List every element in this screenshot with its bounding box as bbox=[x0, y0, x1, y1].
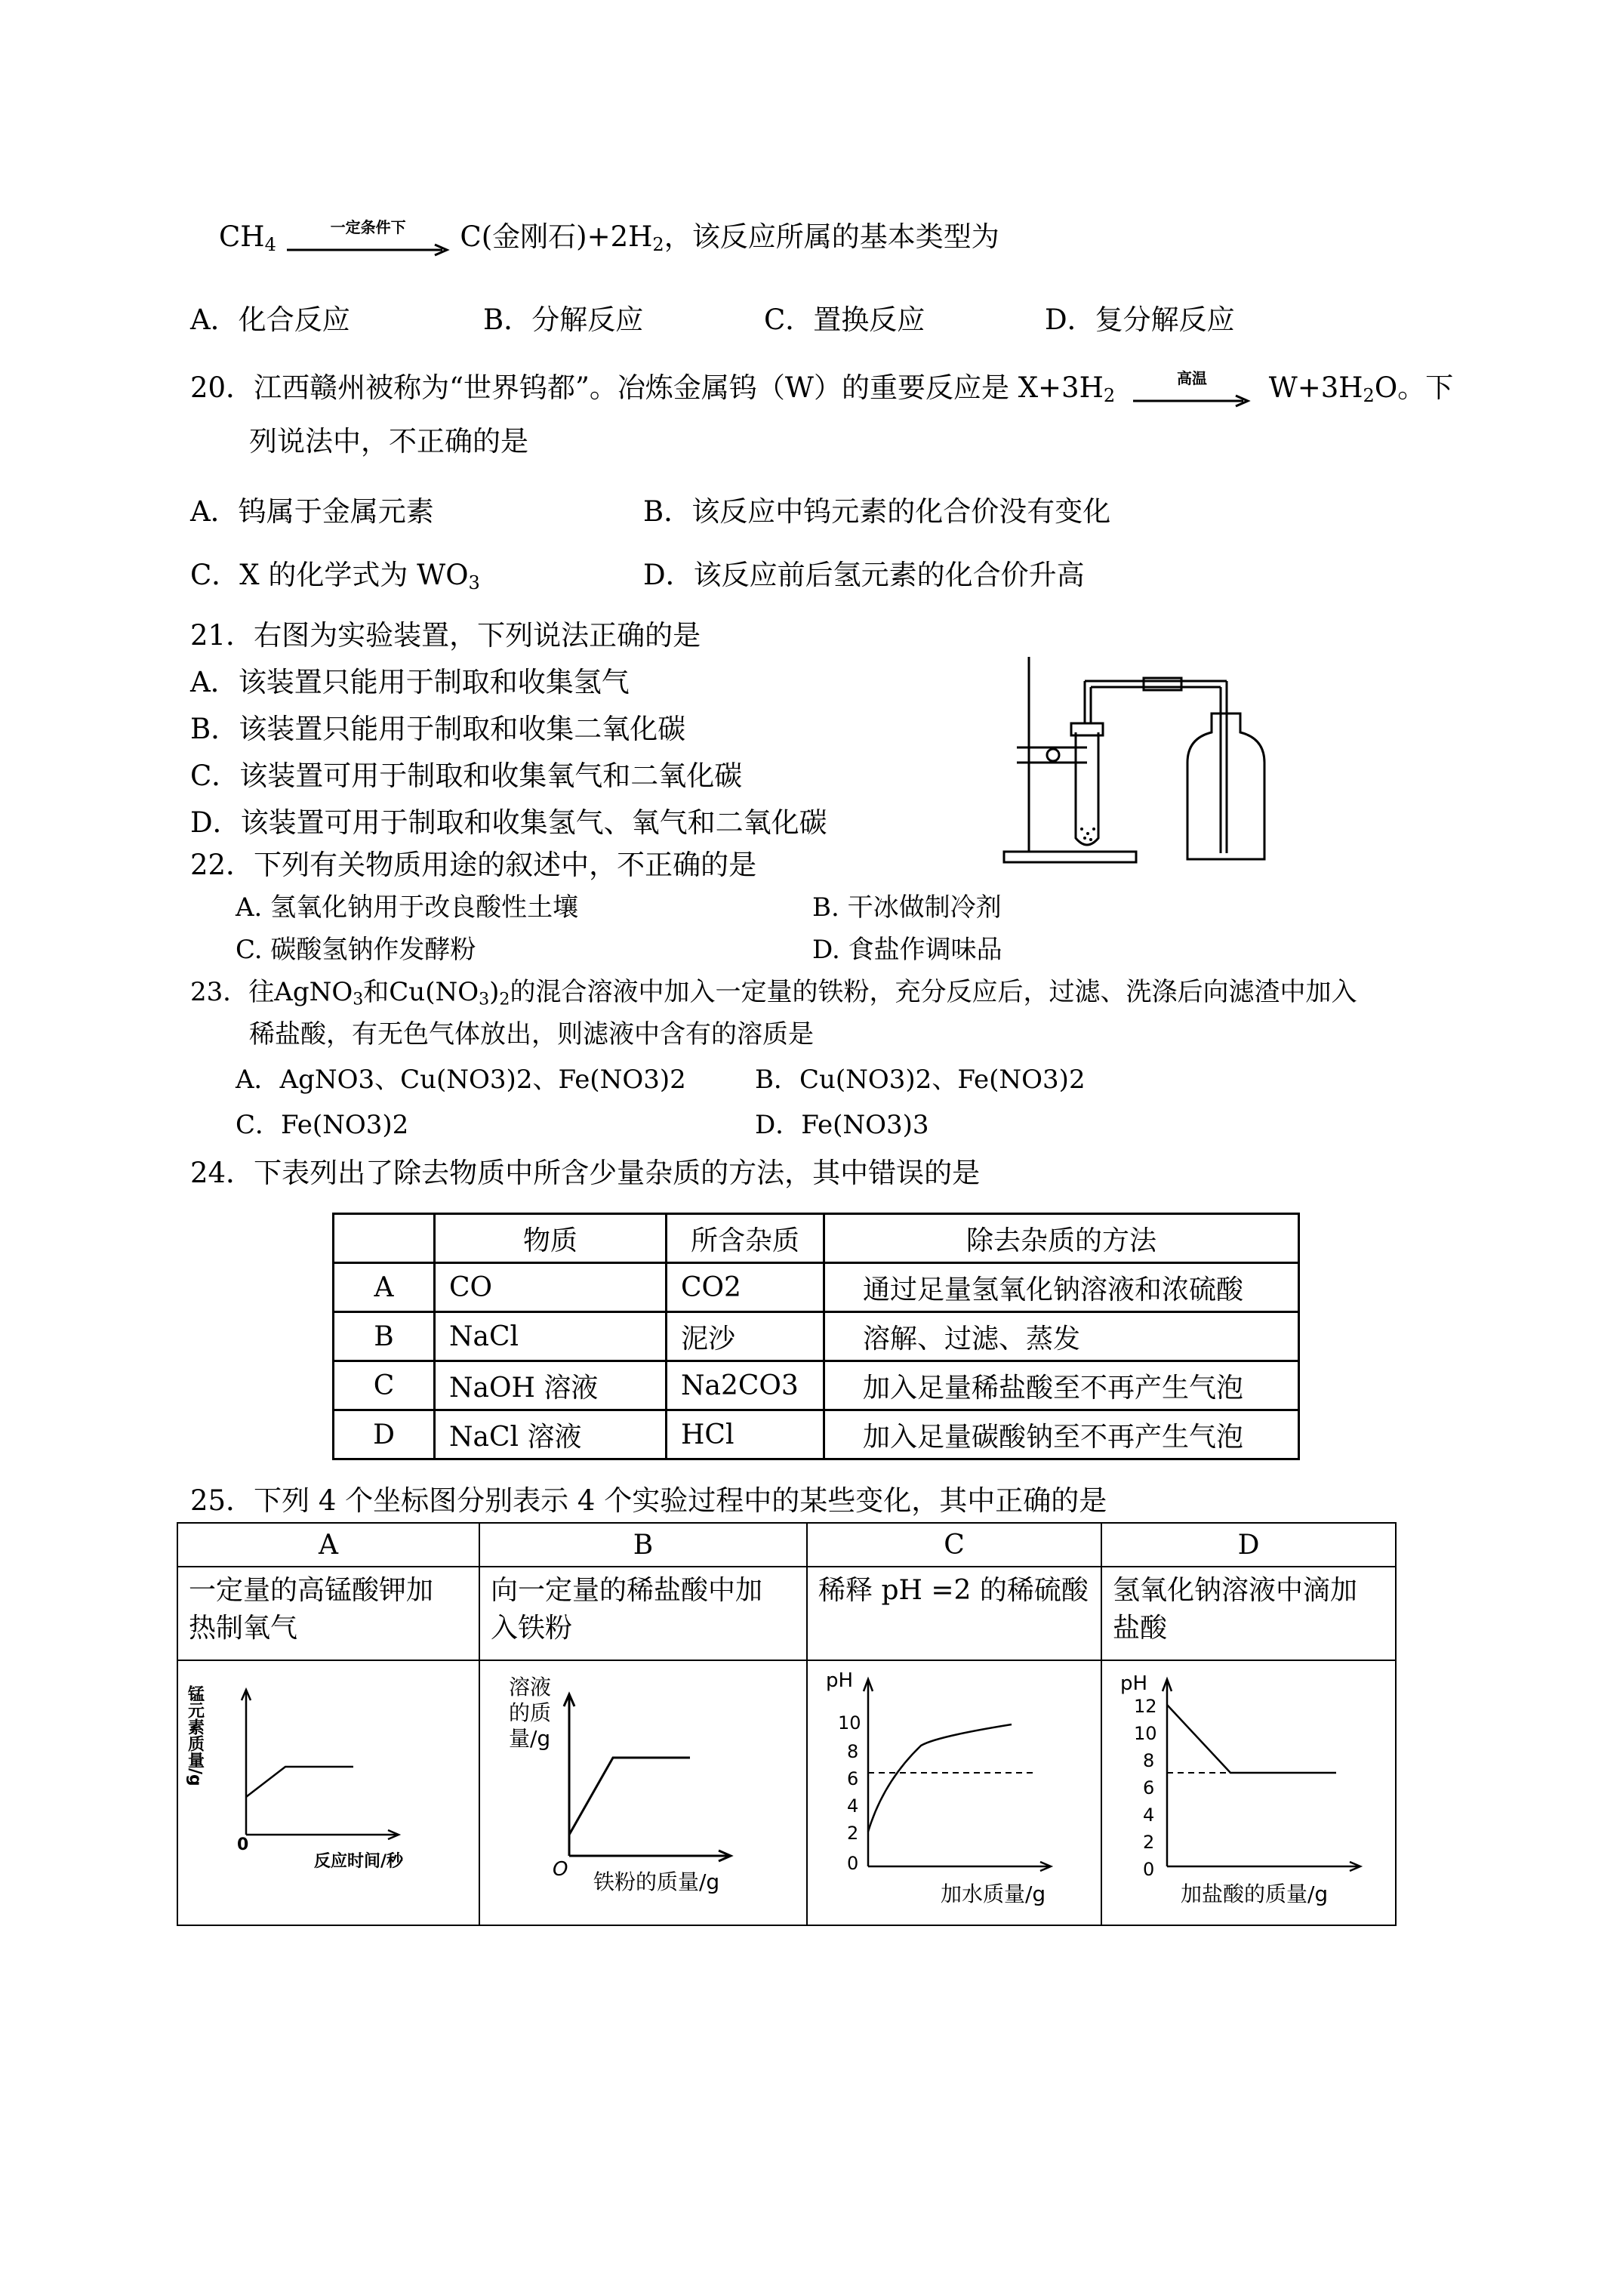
graph-c-tick: 10 bbox=[838, 1712, 861, 1734]
table-row bbox=[334, 1312, 1299, 1361]
graph-c-tick: 0 bbox=[847, 1853, 859, 1874]
table-row bbox=[334, 1410, 1299, 1459]
q23-stem-line2: 稀盐酸，有无色气体放出，则滤液中含有的溶质是 bbox=[249, 1019, 814, 1049]
table-header-cell: 除去杂质的方法 bbox=[824, 1214, 1299, 1263]
desc-line: 氢氧化钠溶液中滴加 bbox=[1113, 1575, 1358, 1606]
q22-option-d: D. 食盐作调味品 bbox=[812, 935, 1002, 965]
q20-product-tail: O。下 bbox=[1374, 371, 1454, 404]
graph-d-cell bbox=[1101, 1660, 1396, 1925]
q23-stem-d: 的混合溶液中加入一定量的铁粉，充分反应后，过滤、洗涤后向滤渣中加入 bbox=[510, 977, 1357, 1007]
q23-option-d: D．Fe(NO3)3 bbox=[755, 1110, 929, 1140]
q19-option-c: C．置换反应 bbox=[764, 304, 925, 336]
q20-stem-text: 20．江西赣州被称为“世界钨都”。冶炼金属钨（W）的重要反应是 X+3H bbox=[190, 371, 1104, 404]
graph-d-tick: 0 bbox=[1143, 1859, 1155, 1880]
graph-a-cell bbox=[177, 1660, 479, 1925]
table-cell: CO bbox=[435, 1263, 667, 1312]
graph-desc-d bbox=[1101, 1567, 1396, 1660]
graph-desc-b bbox=[479, 1567, 807, 1660]
graph-c-tick: 6 bbox=[847, 1768, 859, 1789]
q20-stem-line2: 列说法中，不正确的是 bbox=[249, 425, 528, 458]
table-header-cell: 所含杂质 bbox=[667, 1214, 824, 1263]
q19-equation bbox=[219, 217, 999, 255]
graph-c-tick: 4 bbox=[847, 1795, 859, 1817]
q19-arrow bbox=[285, 217, 451, 247]
table-row bbox=[334, 1263, 1299, 1312]
graph-d-ylabel: pH bbox=[1120, 1672, 1148, 1695]
table-header-row bbox=[334, 1214, 1299, 1263]
q20-h-sub: 2 bbox=[1103, 385, 1116, 406]
graph-a-origin: 0 bbox=[237, 1835, 249, 1854]
graph-c-xlabel: 加水质量/g bbox=[941, 1881, 1046, 1906]
graph-letter: A bbox=[177, 1523, 479, 1567]
table-cell: C bbox=[334, 1361, 435, 1410]
q19-reactant-sub: 4 bbox=[264, 234, 276, 255]
q20-option-a: A．钨属于金属元素 bbox=[190, 495, 434, 528]
graph-c bbox=[808, 1661, 1099, 1918]
q23-stem-a: 23．往AgNO bbox=[190, 977, 353, 1007]
graph-b-ylabel-2: 的质 bbox=[509, 1700, 552, 1725]
graph-b bbox=[480, 1661, 805, 1918]
q19-option-b: B．分解反应 bbox=[483, 304, 644, 336]
graph-b-cell bbox=[479, 1660, 807, 1925]
table-cell: Na2CO3 bbox=[667, 1361, 824, 1410]
q19-product: C(金刚石)+2H bbox=[460, 220, 653, 253]
desc-line: 一定量的高锰酸钾加 bbox=[189, 1575, 434, 1606]
desc-line: 热制氧气 bbox=[189, 1613, 298, 1644]
arrow-icon bbox=[285, 242, 451, 257]
table-cell: 加入足量碳酸钠至不再产生气泡 bbox=[824, 1410, 1299, 1459]
graph-c-cell bbox=[807, 1660, 1101, 1925]
graph-a-xlabel: 反应时间/秒 bbox=[314, 1852, 404, 1871]
desc-line: 盐酸 bbox=[1113, 1613, 1168, 1644]
q22-option-a: A. 氢氧化钠用于改良酸性土壤 bbox=[236, 892, 579, 923]
q25-stem: 25．下列 4 个坐标图分别表示 4 个实验过程中的某些变化，其中正确的是 bbox=[190, 1484, 1107, 1517]
q21-option-b: B．该装置只能用于制取和收集二氧化碳 bbox=[190, 713, 686, 745]
graph-d-xlabel: 加盐酸的质量/g bbox=[1181, 1881, 1329, 1906]
graph-b-xlabel: 铁粉的质量/g bbox=[593, 1869, 720, 1894]
graph-d-tick: 8 bbox=[1143, 1750, 1155, 1771]
graph-letter: C bbox=[807, 1523, 1101, 1567]
graph-letter-row bbox=[177, 1523, 1396, 1567]
table-row bbox=[334, 1361, 1299, 1410]
q20-option-c bbox=[190, 559, 480, 592]
table-cell: B bbox=[334, 1312, 435, 1361]
graph-desc-c bbox=[807, 1567, 1101, 1660]
graph-c-tick: 8 bbox=[847, 1741, 859, 1762]
q19-reactant: CH bbox=[219, 220, 265, 253]
graph-letter: B bbox=[479, 1523, 807, 1567]
table-cell: 溶解、过滤、蒸发 bbox=[824, 1312, 1299, 1361]
q23-stem-c: ) bbox=[489, 977, 500, 1007]
table-cell: 通过足量氢氧化钠溶液和浓硫酸 bbox=[824, 1263, 1299, 1312]
graph-d bbox=[1102, 1661, 1394, 1918]
q22-option-c: C. 碳酸氢钠作发酵粉 bbox=[236, 935, 476, 965]
graph-b-ylabel-1: 溶液 bbox=[509, 1675, 552, 1700]
graph-d-tick: 12 bbox=[1134, 1696, 1157, 1717]
table-cell: 加入足量稀盐酸至不再产生气泡 bbox=[824, 1361, 1299, 1410]
gas-apparatus-figure bbox=[1000, 649, 1280, 876]
q23-option-a: A．AgNO3、Cu(NO3)2、Fe(NO3)2 bbox=[236, 1065, 686, 1095]
table-cell: NaCl 溶液 bbox=[435, 1410, 667, 1459]
q23-stem: 23．往AgNO$_3$和$Cu(NO_3)_2$的混合溶液中加入一定量的铁粉，充分反应后，过滤、洗涤后向滤渣中加入 bbox=[190, 977, 1357, 1009]
q20-arrow bbox=[1132, 368, 1252, 398]
graph-c-tick: 2 bbox=[847, 1823, 859, 1844]
table-header-cell bbox=[334, 1214, 435, 1263]
table-cell: D bbox=[334, 1410, 435, 1459]
impurity-table bbox=[332, 1213, 1300, 1460]
q23-option-b: B．Cu(NO3)2、Fe(NO3)2 bbox=[755, 1065, 1086, 1095]
q20-stem bbox=[190, 368, 1454, 406]
q20-option-c-text: C．X 的化学式为 WO bbox=[190, 559, 469, 591]
graph-d-tick: 10 bbox=[1134, 1723, 1157, 1744]
desc-line: 向一定量的稀盐酸中加 bbox=[491, 1575, 763, 1606]
table-cell: NaCl bbox=[435, 1312, 667, 1361]
table-cell: HCl bbox=[667, 1410, 824, 1459]
graph-d-tick: 4 bbox=[1143, 1804, 1155, 1826]
q19-option-a: A．化合反应 bbox=[190, 304, 350, 336]
q21-option-a: A．该装置只能用于制取和收集氢气 bbox=[190, 666, 630, 698]
q19-product-sub: 2 bbox=[652, 234, 664, 255]
table-cell: 泥沙 bbox=[667, 1312, 824, 1361]
q24-stem: 24．下表列出了除去物质中所含少量杂质的方法，其中错误的是 bbox=[190, 1157, 981, 1189]
graph-desc-a bbox=[177, 1567, 479, 1660]
q20-product: W+3H bbox=[1268, 371, 1363, 404]
graph-choice-table bbox=[177, 1522, 1397, 1926]
q19-condition: 一定条件下 bbox=[330, 217, 406, 236]
table-cell: NaOH 溶液 bbox=[435, 1361, 667, 1410]
graph-letter: D bbox=[1101, 1523, 1396, 1567]
q20-w-sub: 2 bbox=[1363, 385, 1375, 406]
q23-option-c: C．Fe(NO3)2 bbox=[236, 1110, 409, 1140]
graph-row bbox=[177, 1660, 1396, 1925]
q19-tail: ，该反应所属的基本类型为 bbox=[664, 220, 999, 253]
table-cell: A bbox=[334, 1263, 435, 1312]
q23-stem-b: 和Cu(NO bbox=[363, 977, 479, 1007]
graph-a-ylabel: 锰元素质量/g bbox=[185, 1685, 205, 1786]
graph-desc-row bbox=[177, 1567, 1396, 1660]
q20-option-d: D．该反应前后氢元素的化合价升高 bbox=[643, 559, 1085, 591]
q21-option-d: D．该装置可用于制取和收集氢气、氧气和二氧化碳 bbox=[190, 806, 827, 839]
graph-a bbox=[178, 1661, 477, 1918]
desc-line: 入铁粉 bbox=[491, 1613, 573, 1644]
desc-line: 稀释 pH =2 的稀硫酸 bbox=[818, 1575, 1089, 1606]
graph-b-origin: O bbox=[553, 1858, 568, 1881]
table-header-cell: 物质 bbox=[435, 1214, 667, 1263]
graph-d-tick: 6 bbox=[1143, 1777, 1155, 1798]
graph-b-ylabel-3: 量/g bbox=[509, 1726, 551, 1751]
q22-stem: 22．下列有关物质用途的叙述中，不正确的是 bbox=[190, 849, 757, 881]
q20-option-c-sub: 3 bbox=[468, 572, 480, 593]
q21-option-c: C．该装置可用于制取和收集氧气和二氧化碳 bbox=[190, 760, 743, 792]
q20-option-b: B．该反应中钨元素的化合价没有变化 bbox=[643, 495, 1111, 528]
q21-stem: 21．右图为实验装置，下列说法正确的是 bbox=[190, 619, 701, 652]
table-cell: CO2 bbox=[667, 1263, 824, 1312]
graph-d-tick: 2 bbox=[1143, 1832, 1155, 1853]
q22-option-b: B. 干冰做制冷剂 bbox=[812, 892, 1002, 923]
q20-condition: 高温 bbox=[1176, 368, 1207, 387]
arrow-icon bbox=[1132, 393, 1252, 408]
graph-c-ylabel: pH bbox=[826, 1669, 854, 1692]
q19-option-d: D．复分解反应 bbox=[1045, 304, 1235, 336]
